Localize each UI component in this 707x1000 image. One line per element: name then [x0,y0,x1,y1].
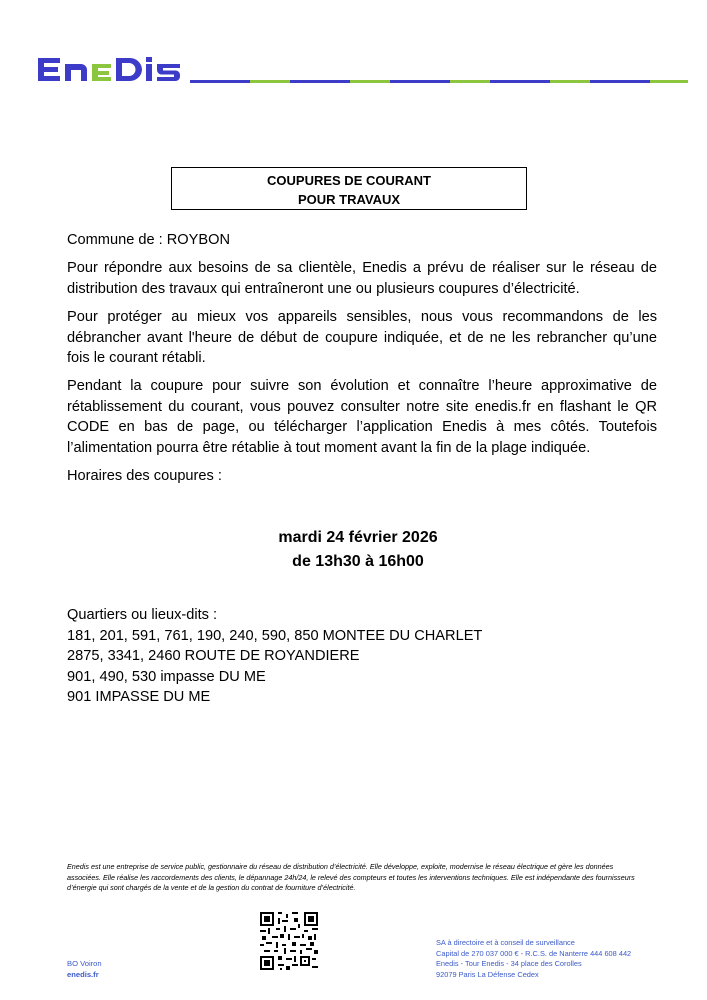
brand-line [190,80,688,83]
list-item: 2875, 3341, 2460 ROUTE DE ROYANDIERE [67,648,360,665]
company-line: 92079 Paris La Défense Cedex [436,969,539,979]
list-item: 181, 201, 591, 761, 190, 240, 590, 850 MONTEE DU CHARLET [67,627,483,644]
company-line: Enedis - Tour Enedis - 34 place des Corolles [436,959,582,968]
paragraph-2: Pour protéger au mieux vos appareils sensibles, nous vous recommandons de les débrancher avant l'heure de début de coupure indiquée, et de ne les rebrancher qu’une fois le courant rétabli. [67,309,657,367]
schedule-date: mardi 24 février 2026 [278,529,438,547]
quartiers-label: Quartiers ou lieux-dits : [67,607,218,624]
footer-office-block [67,958,102,980]
company-line: SA à directoire et à conseil de surveillance [436,938,575,947]
schedule-label: Horaires des coupures : [67,468,222,485]
company-line: Capital de 270 037 000 € - R.C.S. de Nanterre 444 608 442 [436,948,632,958]
paragraph-1: Pour répondre aux besoins de sa clientèle, Enedis a prévu de réaliser sur le réseau de distribution des travaux qui entraîneront une ou plusieurs coupures d’électricité. [67,260,657,297]
qr-code-icon[interactable] [260,912,318,970]
title-line-2: POUR TRAVAUX [297,192,401,207]
list-item: 901 IMPASSE DU ME [67,689,211,706]
list-item: 901, 490, 530 impasse DU ME [67,668,266,685]
title-line-1: COUPURES DE COURANT [267,173,431,188]
schedule [59,526,657,574]
footer-legal: Enedis est une entreprise de service public, gestionnaire du réseau de distribution d’électricité. Elle développe, exploite, modernise le réseau électrique et gère les données associées. Elle réalise les raccordements des clients, le dépannage 24h/24, le relevé des compteurs et toutes les interventions techniques. Elle est indépendante des fournisseurs d’énergie qui sont chargés de la vente et de la gestion du contrat de fourniture d’électricité. [67,862,635,892]
paragraph-3: Pendant la coupure pour suivre son évolution et connaître l’heure approximative de rétablissement du courant, vous pouvez consulter notre site enedis.fr en flashant le QR CODE en bas de page, ou télécharger l’application Enedis à mes côtés. Toutefois l’alimentation pourra être rétablie à tout moment avant la fin de la plage indiquée. [67,378,657,456]
commune: Commune de : ROYBON [67,232,231,248]
company-info [436,938,631,980]
schedule-time: de 13h30 à 16h00 [292,553,424,571]
enedis-logo [36,52,186,86]
quartiers-list [67,605,657,707]
website-link[interactable]: enedis.fr [67,970,99,979]
notice-body [67,230,657,708]
office-name: BO Voiron [67,959,102,968]
notice-title-box [171,167,527,210]
